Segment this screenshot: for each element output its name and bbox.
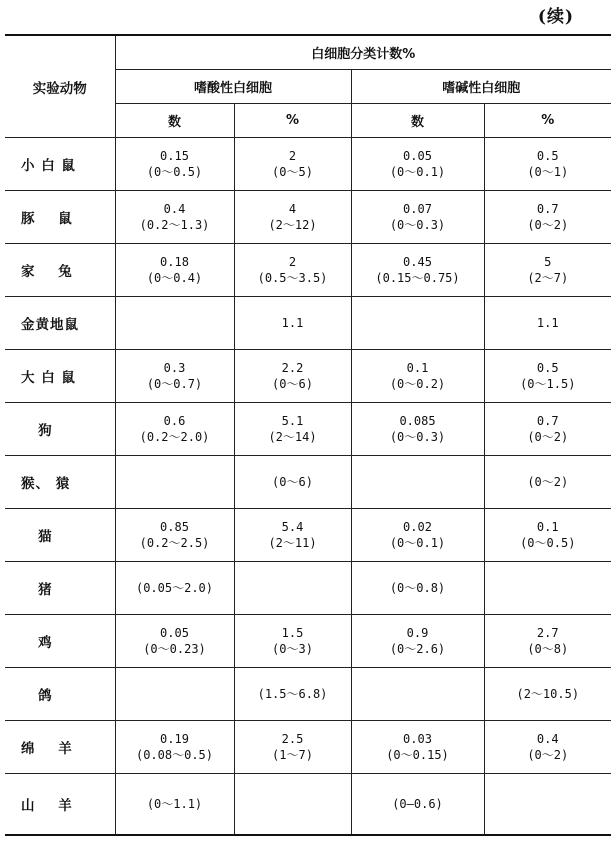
cell-line: 0.19 <box>160 732 189 746</box>
eos-p-cell <box>234 403 351 456</box>
animal-name: 山 羊 <box>5 774 115 836</box>
eos-p-cell <box>234 721 351 774</box>
table-row <box>5 721 611 774</box>
cell-line: (0～2) <box>527 218 569 232</box>
baso-p-cell <box>484 668 611 721</box>
table-row <box>5 138 611 191</box>
animal-name: 猪 <box>5 562 115 615</box>
animal-name: 大 白 鼠 <box>5 350 115 403</box>
cell-line: (2～10.5) <box>516 687 580 701</box>
eos-p-cell <box>234 350 351 403</box>
cell-line: 0.085 <box>399 414 436 428</box>
cell-line: (0～5) <box>272 165 313 179</box>
cell-line: (0～1) <box>527 165 569 179</box>
baso-number-header: 数 <box>351 104 484 138</box>
baso-p-cell <box>484 774 611 836</box>
cell-line: (0～0.1) <box>389 165 446 179</box>
eos-n-cell <box>115 668 234 721</box>
cell-line: (0.5～3.5) <box>257 271 328 285</box>
eos-n-cell <box>115 774 234 836</box>
animal-name: 鸡 <box>5 615 115 668</box>
table-row <box>5 774 611 836</box>
eos-p-cell <box>234 562 351 615</box>
baso-p-cell <box>484 403 611 456</box>
cell-line: 4 <box>288 202 297 216</box>
eos-n-cell <box>115 297 234 350</box>
continued-label: (续) <box>537 7 574 27</box>
cell-line: 0.7 <box>536 414 559 428</box>
eosinophil-header: 嗜酸性白细胞 <box>115 70 351 104</box>
table-row <box>5 456 611 509</box>
baso-p-cell <box>484 615 611 668</box>
cell-line: 0.18 <box>160 255 189 269</box>
eos-number-header: 数 <box>115 104 234 138</box>
cell-line: 2 <box>288 255 297 269</box>
cell-line: 0.6 <box>163 414 186 428</box>
cell-line: (0.08～0.5) <box>135 748 214 762</box>
animal-name: 金黄地鼠 <box>5 297 115 350</box>
cell-line: 1.1 <box>536 316 559 330</box>
cell-line: (0—0.6) <box>392 797 443 811</box>
eos-n-cell <box>115 138 234 191</box>
cell-line: 0.4 <box>536 732 559 746</box>
baso-p-cell <box>484 191 611 244</box>
cell-line: (0～0.3) <box>389 430 446 444</box>
cell-line: 2.5 <box>281 732 304 746</box>
baso-p-cell <box>484 244 611 297</box>
table-row <box>5 509 611 562</box>
eos-percent-header: % <box>234 104 351 138</box>
eos-p-cell <box>234 456 351 509</box>
cell-line: 0.02 <box>403 520 432 534</box>
table-row <box>5 615 611 668</box>
baso-p-cell <box>484 562 611 615</box>
cell-line: 0.3 <box>163 361 186 375</box>
cell-line: (0.05～2.0) <box>135 581 214 595</box>
cell-line: 0.1 <box>406 361 429 375</box>
cell-line: (2～14) <box>268 430 317 444</box>
baso-p-cell <box>484 721 611 774</box>
eos-p-cell <box>234 615 351 668</box>
eos-n-cell <box>115 244 234 297</box>
table-row <box>5 244 611 297</box>
cell-line: (0.2～1.3) <box>139 218 210 232</box>
cell-line: (0～6) <box>272 475 313 489</box>
baso-n-cell <box>351 615 484 668</box>
eos-p-cell <box>234 774 351 836</box>
cell-line: (0～0.1) <box>389 536 446 550</box>
baso-n-cell <box>351 774 484 836</box>
baso-n-cell <box>351 138 484 191</box>
cell-line: 0.9 <box>406 626 429 640</box>
animal-name: 小 白 鼠 <box>5 138 115 191</box>
table-row <box>5 191 611 244</box>
cell-line: (0～0.7) <box>146 377 203 391</box>
group-header: 白细胞分类计数% <box>115 35 611 70</box>
baso-n-cell <box>351 668 484 721</box>
eos-n-cell <box>115 191 234 244</box>
cell-line: (1～7) <box>272 748 313 762</box>
cell-line: (1.5～6.8) <box>257 687 328 701</box>
animal-name: 豚 鼠 <box>5 191 115 244</box>
baso-p-cell <box>484 350 611 403</box>
cell-line: 0.5 <box>536 361 559 375</box>
cell-line: 2.7 <box>536 626 559 640</box>
cell-line: (2～7) <box>527 271 569 285</box>
table-row <box>5 668 611 721</box>
cell-line: 0.85 <box>160 520 189 534</box>
baso-p-cell <box>484 509 611 562</box>
cell-line: 0.03 <box>403 732 432 746</box>
cell-line: 5.4 <box>281 520 304 534</box>
animal-header: 实验动物 <box>5 35 115 138</box>
cell-line: 0.05 <box>403 149 432 163</box>
cell-line: (0～0.5) <box>520 536 576 550</box>
eos-p-cell <box>234 668 351 721</box>
animal-name: 狗 <box>5 403 115 456</box>
cell-line: (0～0.23) <box>143 642 206 656</box>
table-row <box>5 297 611 350</box>
cell-line: (0～2) <box>527 748 569 762</box>
table-row <box>5 562 611 615</box>
animal-name: 绵 羊 <box>5 721 115 774</box>
cell-line: 0.5 <box>536 149 559 163</box>
cell-line: (0～0.3) <box>389 218 446 232</box>
cell-line: (2～12) <box>268 218 317 232</box>
cell-line: (0～0.8) <box>389 581 446 595</box>
table-row <box>5 350 611 403</box>
animal-name: 猫 <box>5 509 115 562</box>
cell-line: (0～1.1) <box>146 797 203 811</box>
eos-n-cell <box>115 509 234 562</box>
cell-line: 5.1 <box>281 414 304 428</box>
table-body <box>5 138 611 836</box>
cell-line: 0.7 <box>536 202 559 216</box>
animal-name: 鸽 <box>5 668 115 721</box>
cell-line: 0.07 <box>403 202 432 216</box>
eos-p-cell <box>234 297 351 350</box>
cell-line: (0.15～0.75) <box>375 271 460 285</box>
cell-line: (0～0.2) <box>389 377 446 391</box>
eos-p-cell <box>234 244 351 297</box>
baso-n-cell <box>351 244 484 297</box>
eos-n-cell <box>115 350 234 403</box>
baso-p-cell <box>484 456 611 509</box>
baso-p-cell <box>484 297 611 350</box>
cell-line: 0.1 <box>536 520 559 534</box>
cell-line: 0.45 <box>403 255 432 269</box>
cell-line: (0～0.15) <box>386 748 449 762</box>
cell-line: (0～0.5) <box>146 165 203 179</box>
cell-line: (0～3) <box>272 642 313 656</box>
leukocyte-table <box>5 34 611 836</box>
animal-name: 猴、 猿 <box>5 456 115 509</box>
baso-n-cell <box>351 721 484 774</box>
cell-line: (0～0.4) <box>146 271 203 285</box>
baso-n-cell <box>351 509 484 562</box>
cell-line: (0.2～2.5) <box>139 536 210 550</box>
cell-line: (0～2.6) <box>389 642 446 656</box>
eos-p-cell <box>234 191 351 244</box>
eos-n-cell <box>115 562 234 615</box>
cell-line: 2 <box>288 149 297 163</box>
cell-line: 0.4 <box>163 202 186 216</box>
basophil-header: 嗜碱性白细胞 <box>351 70 611 104</box>
baso-percent-header: % <box>484 104 611 138</box>
eos-n-cell <box>115 456 234 509</box>
cell-line: (0～2) <box>527 475 569 489</box>
animal-name: 家 兔 <box>5 244 115 297</box>
baso-n-cell <box>351 403 484 456</box>
cell-line: 0.05 <box>160 626 189 640</box>
cell-line: (0.2～2.0) <box>139 430 210 444</box>
eos-n-cell <box>115 403 234 456</box>
cell-line: (2～11) <box>268 536 317 550</box>
baso-p-cell <box>484 138 611 191</box>
cell-line: 1.1 <box>281 316 304 330</box>
table-row <box>5 403 611 456</box>
baso-n-cell <box>351 350 484 403</box>
cell-line: 2.2 <box>281 361 304 375</box>
baso-n-cell <box>351 562 484 615</box>
cell-line: 5 <box>544 255 552 269</box>
cell-line: (0～6) <box>272 377 313 391</box>
cell-line: (0～8) <box>527 642 569 656</box>
eos-n-cell <box>115 615 234 668</box>
eos-p-cell <box>234 509 351 562</box>
cell-line: 0.15 <box>160 149 189 163</box>
cell-line: (0～2) <box>527 430 569 444</box>
cell-line: (0～1.5) <box>520 377 576 391</box>
cell-line: 1.5 <box>281 626 304 640</box>
eos-n-cell <box>115 721 234 774</box>
baso-n-cell <box>351 297 484 350</box>
eos-p-cell <box>234 138 351 191</box>
baso-n-cell <box>351 456 484 509</box>
baso-n-cell <box>351 191 484 244</box>
